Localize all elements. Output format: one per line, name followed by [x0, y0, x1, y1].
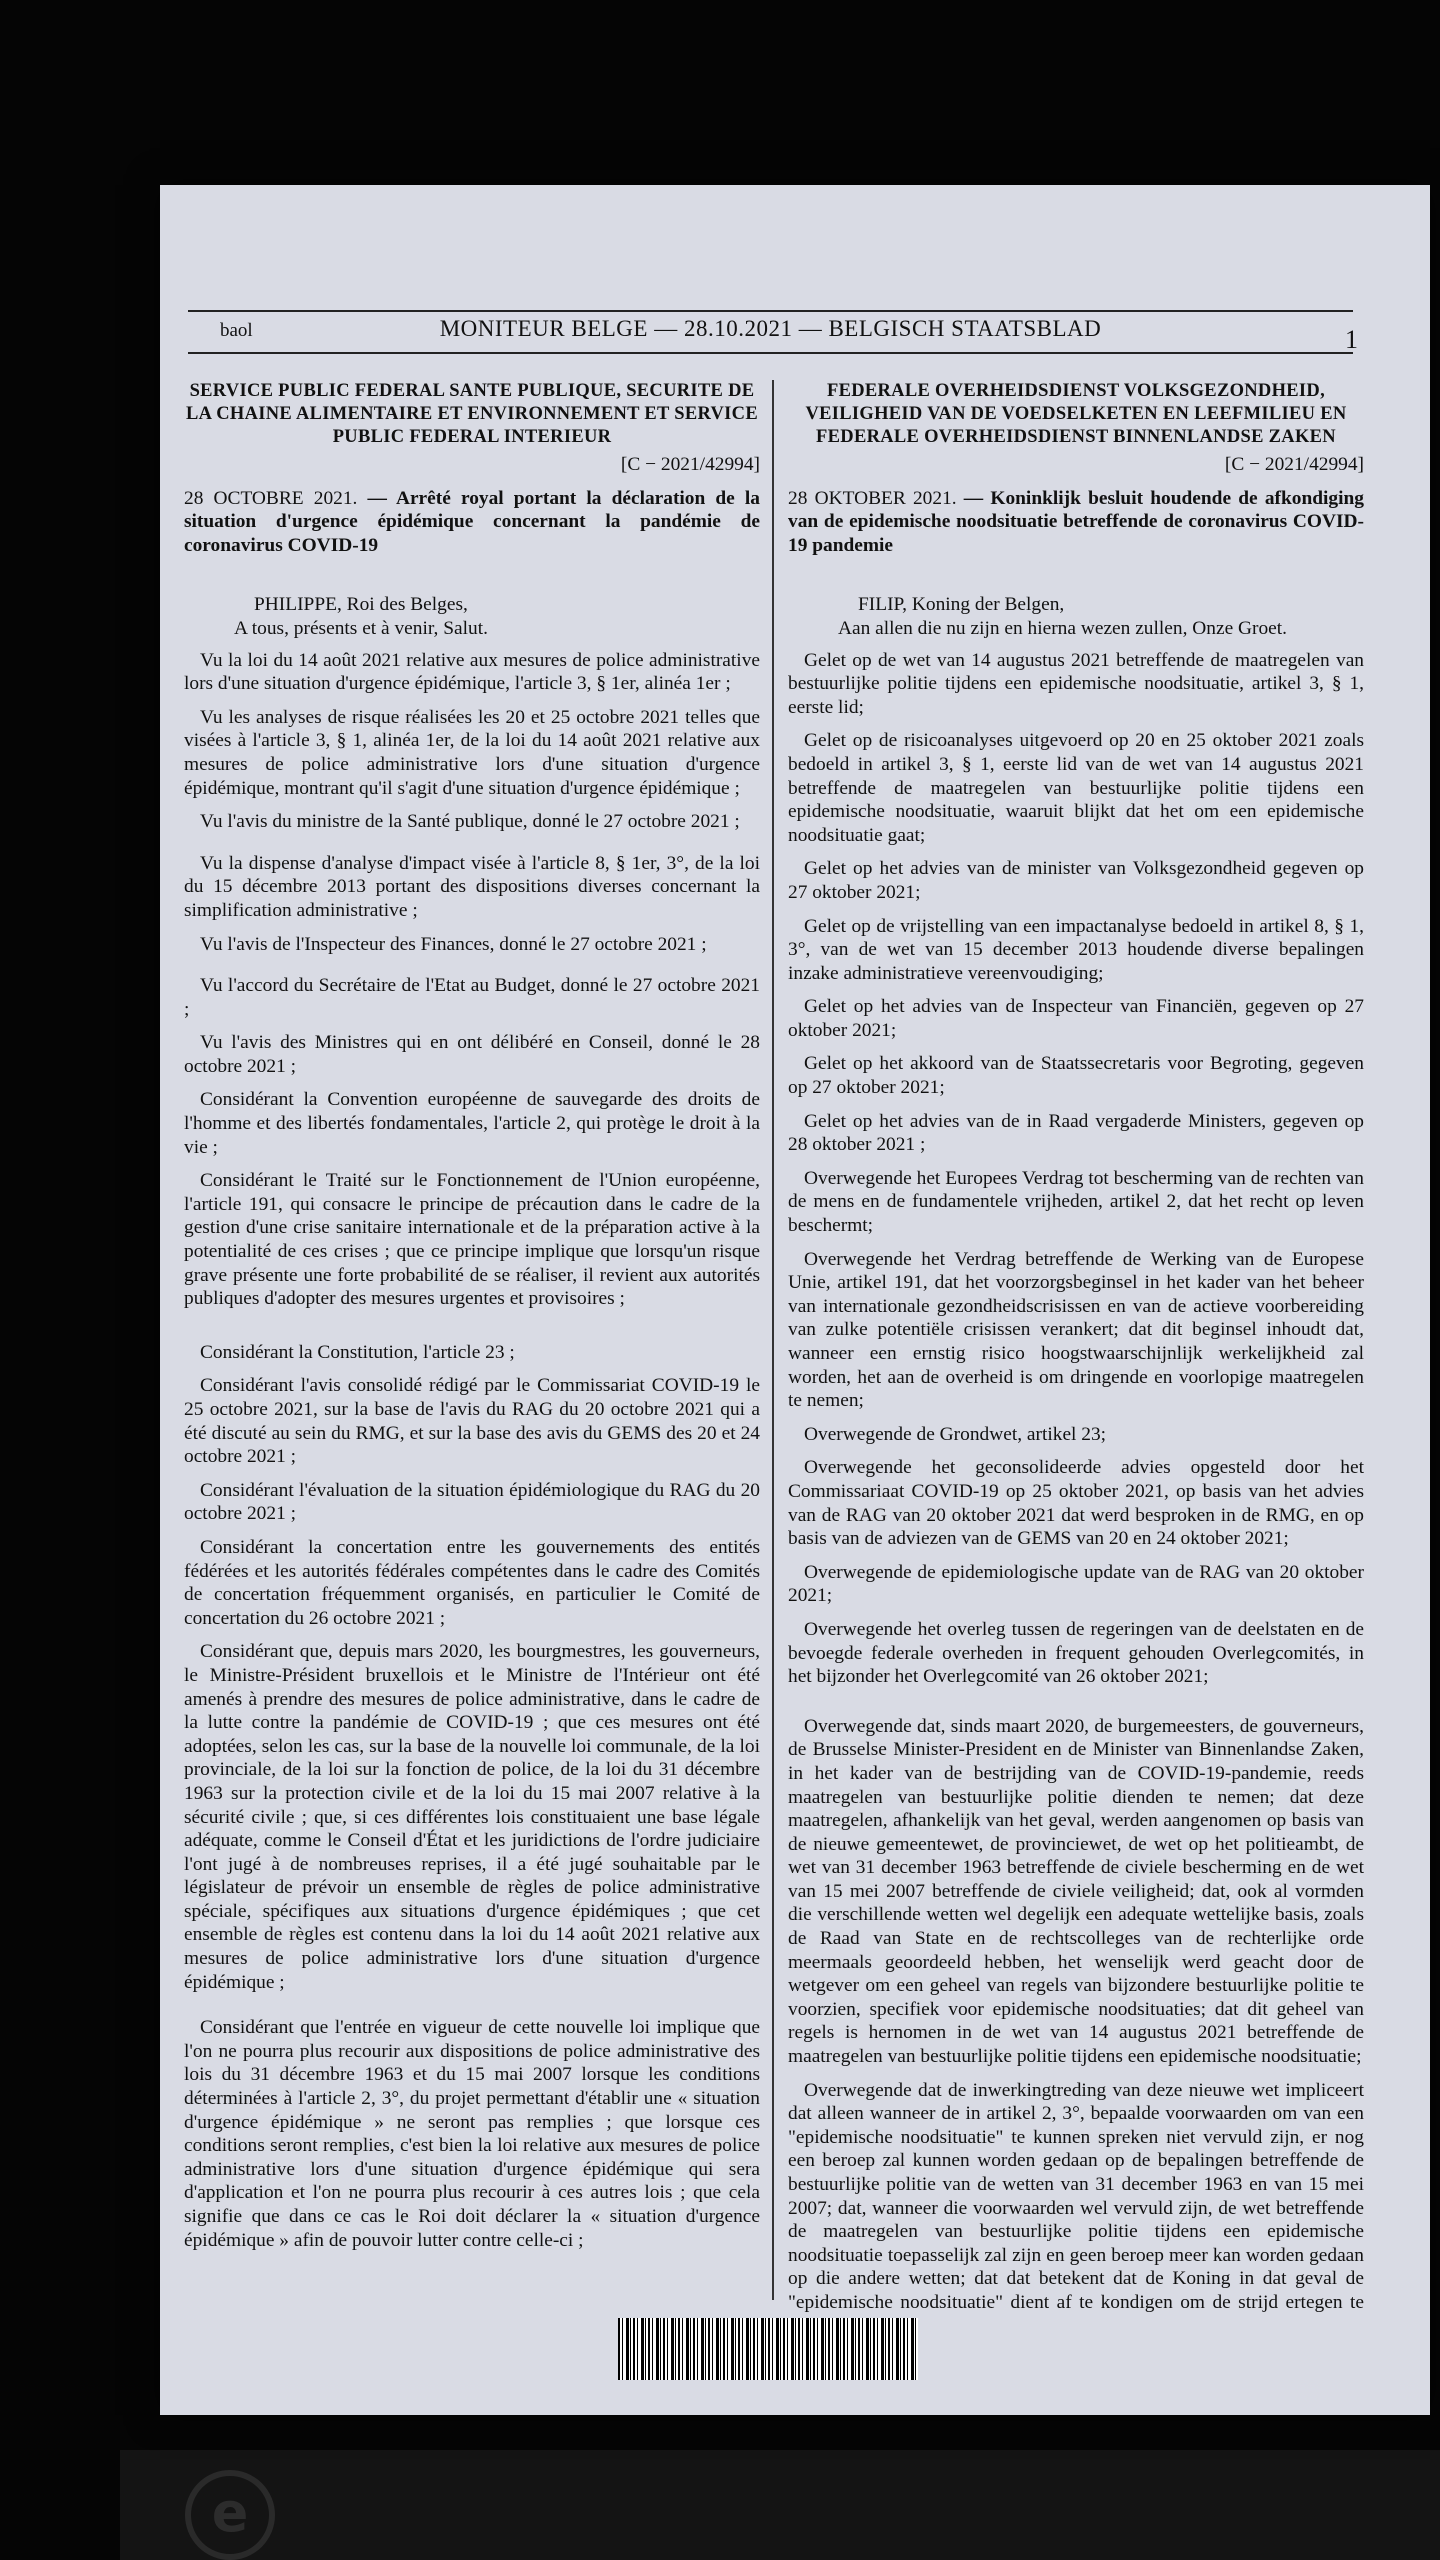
- page-header: [188, 310, 1353, 354]
- nl-title-text: — Koninklijk besluit houdende de afkondiging van de epidemische noodsituatie betreffende de coronavirus COVID-19 pandemie: [788, 487, 1364, 556]
- fr-paragraph: Vu l'avis du ministre de la Santé publique, donné le 27 octobre 2021 ;: [200, 811, 740, 833]
- device-bezel: [120, 2450, 1440, 2560]
- page-number: 1: [1345, 325, 1358, 354]
- nl-title: [788, 487, 1364, 558]
- nl-paragraph: Overwegende dat de inwerkingtreding van deze nieuwe wet impliceert dat alleen wanneer de in artikel 2, 3°, bepaalde voorwaarden om van een "epidemische noodsituatie" te kunnen spreken niet vervuld zijn, er nog een beroep zal kunnen worden gedaan op de bepalingen betreffende de bestuurlijke politie van de wetten van 31 december 1963 en van 15 mei 2007; dat, wanneer die voorwaarden wel vervuld zijn, de wet betreffende de maatregelen van bestuurlijke politie tijdens een epidemische noodsituatie toepasselijk zal zijn en geen beroep meer kan worden gedaan op die andere wetten; dat dat betekent dat de Koning in dat geval de "epidemische noodsituatie" dient af te kondigen om de strijd ertegen te: [788, 2079, 1364, 2313]
- fr-paragraph: Considérant que, depuis mars 2020, les bourgmestres, les gouverneurs, le Ministre-Président bruxellois et le Ministre de l'Intérieur ont été amenés à prendre des mesures de police administrative, dans le cadre de la lutte contre la pandémie de COVID-19 ; que ces mesures ont été adoptées, selon les cas, sur la base de la nouvelle loi communale, de la loi provinciale, de la loi sur la fonction de police, de la loi du 31 décembre 1963 sur la protection civile et de la loi du 15 mai 2007 relative à la sécurité civile ; que, si ces différentes lois constituaient une base légale adéquate, comme le Conseil d'État et les juridictions de l'ordre judiciaire l'ont jugé à de nombreuses reprises, il a été jugé souhaitable par le législateur de prévoir un ensemble de règles de police administrative spéciale, spécifiques aux situations d'urgence épidémiques ; que cet ensemble de règles est contenu dans la loi du 14 août 2021 relative aux mesures de police administrative lors d'une situation d'urgence épidémique ;: [184, 1641, 760, 1993]
- nl-king: FILIP, Koning der Belgen,: [858, 594, 1065, 616]
- fr-paragraph: Considérant que l'entrée en vigueur de cette nouvelle loi implique que l'on ne pourra plus recourir aux dispositions de police administrative des lois du 31 décembre 1963 et du 15 mai 2007 lorsque les conditions déterminées à l'article 2, 3°, du projet permettant d'établir une « situation d'urgence épidémique » ne seront pas remplies ; que lorsque ces conditions seront remplies, c'est bien la loi relative aux mesures de police administrative lors d'une situation d'urgence épidémique qui sera d'application et l'on ne pourra plus recourir à ces autres lois ; que cela signifie que dans ce cas le Roi doit déclarer la « situation d'urgence épidémique » afin de pouvoir lutter contre celle-ci ;: [184, 2017, 760, 2251]
- nl-paragraph: Gelet op de vrijstelling van een impactanalyse bedoeld in artikel 8, § 1, 3°, van de wet van 15 december 2013 houdende diverse bepalingen inzake administratieve vereenvoudiging;: [788, 915, 1364, 984]
- nl-paragraph: Gelet op het advies van de Inspecteur van Financiën, gegeven op 27 oktober 2021;: [788, 996, 1364, 1041]
- fr-paragraph: Considérant le Traité sur le Fonctionnement de l'Union européenne, l'article 191, qui consacre le principe de précaution dans le cadre de la gestion d'une crise sanitaire internationale et de la préparation active à la potentialité de ces crises ; que ce principe implique que lorsqu'un risque grave présente une forte probabilité de se réaliser, il revient aux autorités publiques d'adopter des mesures urgentes et provisoires ;: [184, 1170, 760, 1310]
- fr-paragraph: Vu l'avis des Ministres qui en ont délibéré en Conseil, donné le 28 octobre 2021 ;: [184, 1032, 760, 1077]
- fr-paragraph: Considérant la concertation entre les gouvernements des entités fédérées et les autorités fédérales compétentes dans le cadre des Comités de concertation fréquemment organisés, en particulier le Comité de concertation du 26 octobre 2021 ;: [184, 1536, 760, 1629]
- fr-paragraph: Considérant la Convention européenne de sauvegarde des droits de l'homme et des libertés fondamentales, l'article 2, qui protège le droit à la vie ;: [184, 1089, 760, 1158]
- fr-paragraph: Vu l'accord du Secrétaire de l'Etat au Budget, donné le 27 octobre 2021 ;: [184, 975, 760, 1020]
- fr-department: SERVICE PUBLIC FEDERAL SANTE PUBLIQUE, SECURITE DE LA CHAINE ALIMENTAIRE ET ENVIRONNEMENT ET SERVICE PUBLIC FEDERAL INTERIEUR: [186, 381, 758, 447]
- nl-paragraph: Overwegende dat, sinds maart 2020, de burgemeesters, de gouverneurs, de Brusselse Minister-President en de Minister van Binnenlandse Zaken, in het kader van de bestrijding van de COVID-19-pandemie, reeds maatregelen van bestuurlijke politie dienden te nemen; dat deze maatregelen, afhankelijk van het geval, werden aangenomen op basis van de nieuwe gemeentewet, de provinciewet, de wet op het politieambt, de wet van 31 december 1963 betreffende de civiele bescherming en de wet van 15 mei 2007 betreffende de civiele veiligheid; dat, ook al vormden die verschillende wetten wel degelijk een adequate wettelijke basis, zoals de Raad van State en de rechtscolleges van de rechterlijke orde meermaals geoordeeld hebben, het wenselijk werd geacht door de wetgever om een geheel van regels van bijzondere bestuurlijke politie te voorzien, specifiek voor epidemische noodsituaties; dat dit geheel van regels is hernomen in de wet van 14 augustus 2021 betreffende de maatregelen van bestuurlijke politie tijdens een epidemische noodsituatie;: [788, 1715, 1364, 2068]
- fr-greeting: A tous, présents et à venir, Salut.: [234, 617, 488, 639]
- nl-paragraph: Overwegende het geconsolideerde advies opgesteld door het Commissariaat COVID-19 op 25 oktober 2021, op basis van het advies van de RAG van 20 oktober 2021 dat werd besproken in de RMG, en op basis van de adviezen van de GEMS van 20 en 24 oktober 2021;: [788, 1457, 1364, 1550]
- barcode: [618, 2318, 918, 2380]
- fr-king: PHILIPPE, Roi des Belges,: [254, 594, 468, 616]
- nl-paragraph: Overwegende het overleg tussen de regeringen van de deelstaten en de bevoegde federale overheden in frequent gehouden Overlegcomités, in het bijzonder het Overlegcomité van 26 oktober 2021;: [788, 1618, 1364, 1688]
- nl-department: FEDERALE OVERHEIDSDIENST VOLKSGEZONDHEID, VEILIGHEID VAN DE VOEDSELKETEN EN LEEFMILIEU EN FEDERALE OVERHEIDSDIENST BINNENLANDSE ZAKEN: [805, 381, 1347, 447]
- nl-greeting: Aan allen die nu zijn en hierna wezen zullen, Onze Groet.: [838, 617, 1288, 639]
- column-divider: [772, 380, 774, 2300]
- nl-paragraph: Gelet op de wet van 14 augustus 2021 betreffende de maatregelen van bestuurlijke politie tijdens een epidemische noodsituatie, artikel 3, § 1, eerste lid;: [788, 649, 1364, 718]
- fr-paragraph: Considérant la Constitution, l'article 23 ;: [200, 1341, 515, 1363]
- e-logo-icon: e: [185, 2470, 275, 2560]
- nl-paragraph: Gelet op de risicoanalyses uitgevoerd op 20 en 25 oktober 2021 zoals bedoeld in artikel 3, § 1, eerste lid van de wet van 14 augustus 2021 betreffende de maatregelen van bestuurlijke politie tijdens een epidemische noodsituatie, waaruit blijkt dat het om een epidemische noodsituatie gaat;: [788, 730, 1364, 846]
- fr-title: [184, 487, 760, 558]
- nl-reference: [C − 2021/42994]: [1224, 454, 1364, 475]
- fr-paragraph: Vu la loi du 14 août 2021 relative aux mesures de police administrative lors d'une situation d'urgence épidémique, l'article 3, § 1er, alinéa 1er ;: [184, 649, 760, 695]
- fr-paragraph: Vu les analyses de risque réalisées les 20 et 25 octobre 2021 telles que visées à l'article 3, § 1, alinéa 1er, de la loi du 14 août 2021 relative aux mesures de police administrative lors d'une situation d'urgence épidémique, montrant qu'il s'agit d'une situation d'urgence épidémique ;: [184, 706, 760, 799]
- nl-title-date: 28 OKTOBER 2021.: [788, 487, 957, 509]
- document-page: [160, 185, 1430, 2415]
- fr-paragraph: Considérant l'évaluation de la situation épidémiologique du RAG du 20 octobre 2021 ;: [184, 1479, 760, 1525]
- fr-reference: [C − 2021/42994]: [620, 454, 760, 475]
- nl-paragraph: Overwegende het Verdrag betreffende de Werking van de Europese Unie, artikel 191, dat het voorzorgsbeginsel in het kader van het beheer van internationale gezondheidscrisissen en van de actieve voorbereiding van zulke potentiële crisissen verankert; dat dit beginsel inhoudt dat, wanneer een ernstig risico hoogstwaarschijnlijk werkelijkheid zal worden, het aan de overheid is om dringende en voorlopige maatregelen te nemen;: [788, 1248, 1364, 1412]
- nl-paragraph: Gelet op het advies van de minister van Volksgezondheid gegeven op 27 oktober 2021;: [788, 858, 1364, 903]
- nl-paragraph: Overwegende de Grondwet, artikel 23;: [804, 1423, 1107, 1445]
- header-title: MONITEUR BELGE — 28.10.2021 — BELGISCH STAATSBLAD: [439, 316, 1102, 341]
- dutch-column: [788, 380, 1364, 2313]
- header-left-label: baol: [220, 320, 253, 341]
- nl-paragraph: Gelet op het advies van de in Raad vergaderde Ministers, gegeven op 28 oktober 2021 ;: [788, 1110, 1364, 1156]
- fr-title-text: — Arrêté royal portant la déclaration de la situation d'urgence épidémique concernant la pandémie de coronavirus COVID-19: [184, 487, 760, 556]
- nl-paragraph: Overwegende de epidemiologische update van de RAG van 20 oktober 2021;: [788, 1561, 1364, 1607]
- fr-title-date: 28 OCTOBRE 2021.: [184, 487, 358, 509]
- french-column: [184, 380, 760, 2280]
- fr-paragraph: Vu l'avis de l'Inspecteur des Finances, donné le 27 octobre 2021 ;: [200, 933, 707, 955]
- fr-paragraph: Considérant l'avis consolidé rédigé par le Commissariat COVID-19 le 25 octobre 2021, sur la base de l'avis du RAG du 20 octobre 2021 qui a été discuté au sein du RMG, et sur la base des avis du GEMS des 20 et 24 octobre 2021 ;: [184, 1375, 760, 1468]
- nl-paragraph: Gelet op het akkoord van de Staatssecretaris voor Begroting, gegeven op 27 oktober 2021;: [788, 1053, 1364, 1099]
- nl-paragraph: Overwegende het Europees Verdrag tot bescherming van de rechten van de mens en de fundamentele vrijheden, artikel 2, dat het recht op leven beschermt;: [788, 1167, 1364, 1237]
- fr-paragraph: Vu la dispense d'analyse d'impact visée à l'article 8, § 1er, 3°, de la loi du 15 décembre 2013 portant des dispositions diverses concernant la simplification administrative ;: [184, 852, 760, 921]
